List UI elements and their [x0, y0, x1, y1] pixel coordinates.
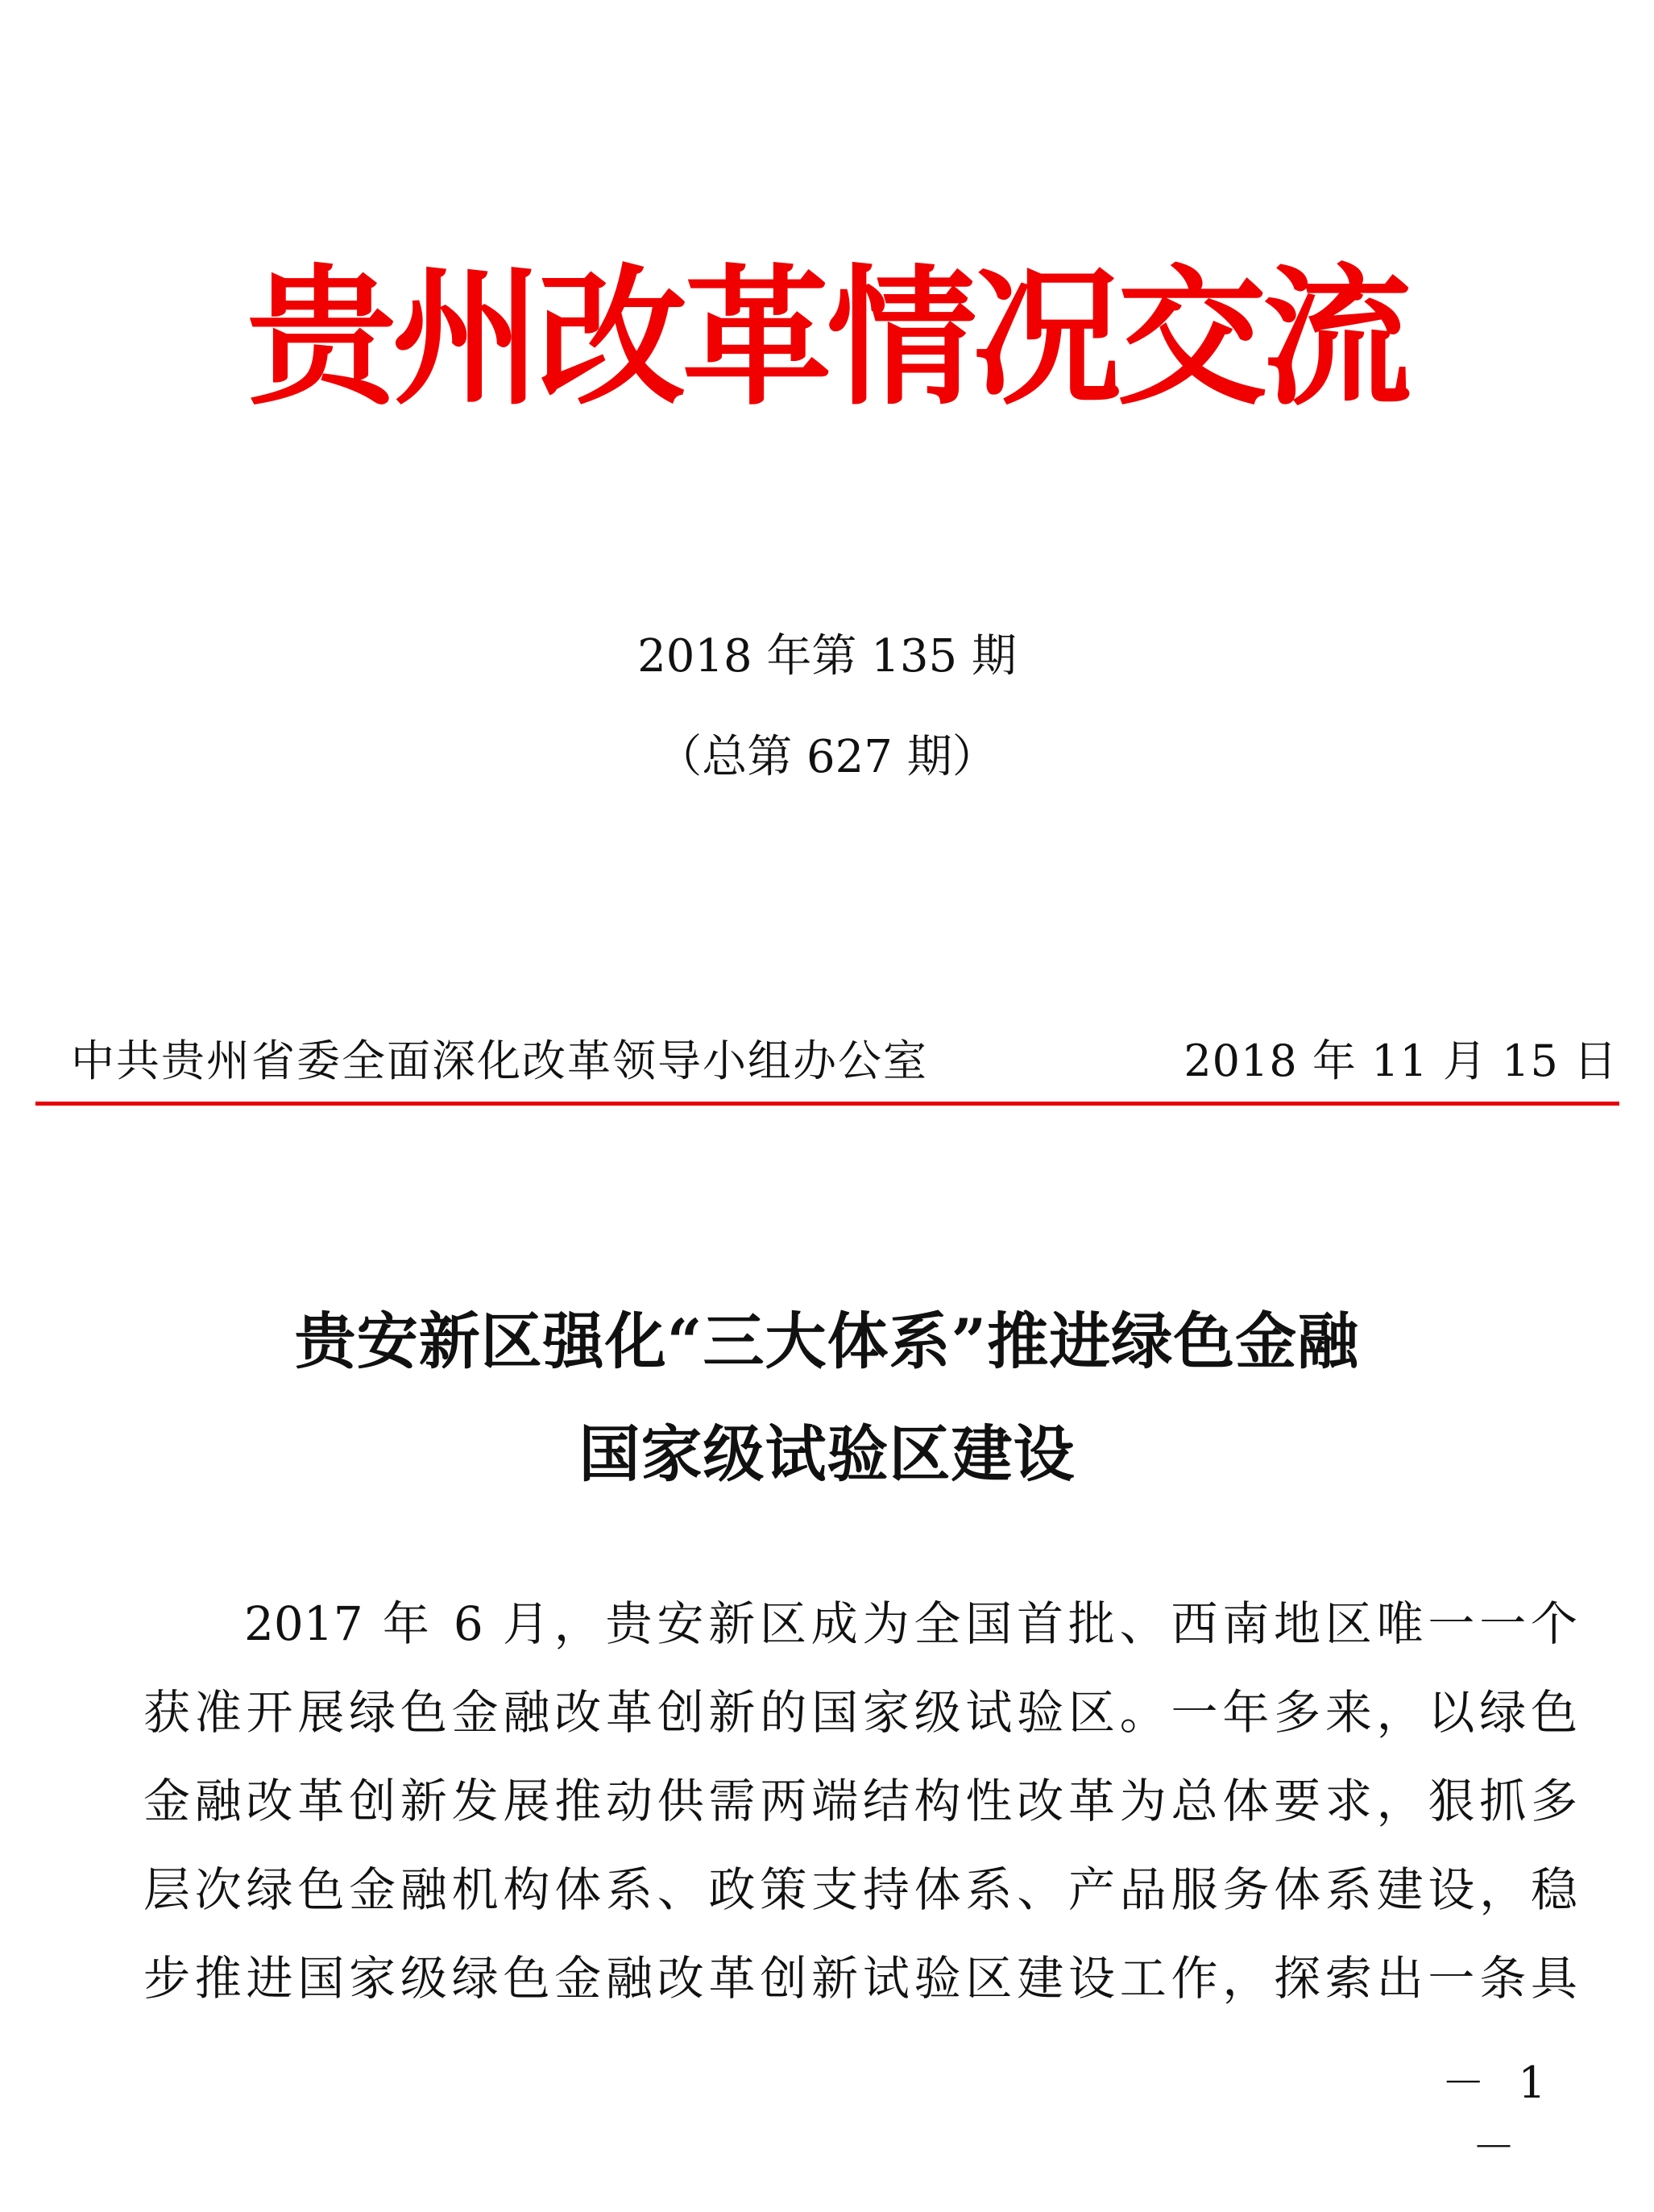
- issue-date: 2018 年 11 月 15 日: [1184, 1035, 1618, 1086]
- issue-number: 2018 年第 135 期: [637, 630, 1017, 683]
- masthead-title: 贵州改革情况交流: [247, 251, 1407, 425]
- article-title-line-1: 贵安新区强化“三大体系”推进绿色金融: [294, 1305, 1360, 1377]
- article-title-line-2: 国家级试验区建设: [578, 1418, 1076, 1490]
- issuing-organization: 中共贵州省委全面深化改革领导小组办公室: [71, 1035, 928, 1086]
- body-line: 金融改革创新发展推动供需两端结构性改革为总体要求，狠抓多: [143, 1774, 1577, 1828]
- document-header: [71, 1025, 1618, 1098]
- page-number: － 1 －: [1441, 2057, 1556, 2173]
- body-line: 层次绿色金融机构体系、政策支持体系、产品服务体系建设，稳: [143, 1862, 1577, 1917]
- body-line: 步推进国家级绿色金融改革创新试验区建设工作，探索出一条具: [143, 1951, 1577, 2006]
- body-line: 获准开展绿色金融改革创新的国家级试验区。一年多来，以绿色: [143, 1685, 1577, 1740]
- article-body: [143, 1579, 1577, 2023]
- red-separator-line: [35, 1102, 1619, 1106]
- body-line: 2017 年 6 月，贵安新区成为全国首批、西南地区唯一一个: [244, 1596, 1577, 1651]
- issue-total-number: （总第 627 期）: [657, 731, 997, 783]
